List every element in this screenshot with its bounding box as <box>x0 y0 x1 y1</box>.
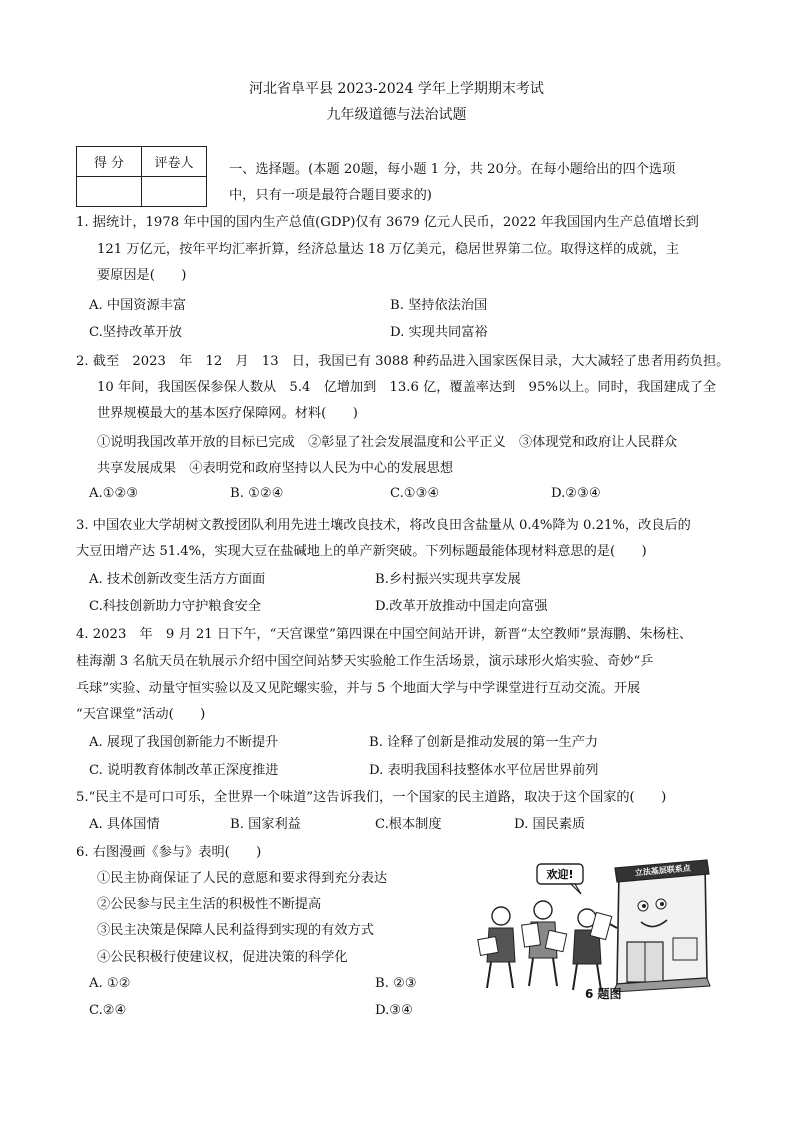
q2-line1: 2. 截至 2023 年 12 月 13 日，我国已有 3088 种药品进入国家医保目录，大大减轻了患者用药负担。 <box>76 354 730 369</box>
q1-option-d[interactable]: D. 实现共同富裕 <box>390 325 488 340</box>
participation-cartoon <box>467 858 713 998</box>
q4-line1: 4. 2023 年 9 月 21 日下午，“天宫课堂”第四课在中国空间站开讲，新晋“太空教师”景海鹏、朱杨柱、 <box>76 627 693 642</box>
score-table <box>76 146 207 207</box>
q4-line4: “天宫课堂”活动( ) <box>76 707 206 722</box>
q1-line1: 1. 据统计，1978 年中国的国内生产总值(GDP)仅有 3679 亿元人民币，2022 年我国国内生产总值增长到 <box>76 215 699 230</box>
section-instructions-line1: 一、选择题。(本题 20题，每小题 1 分，共 20分。在每小题给出的四个选项 <box>229 162 676 177</box>
q2-line4: ①说明我国改革开放的目标已完成 ②彰显了社会发展温度和公平正义 ③体现党和政府让人民群众 <box>97 435 678 450</box>
q6-option-c[interactable]: C.②④ <box>89 1003 127 1018</box>
q6-option-d[interactable]: D.③④ <box>375 1003 413 1018</box>
q6-line1: 6. 右图漫画《参与》表明( ) <box>76 845 262 860</box>
q4-option-a[interactable]: A. 展现了我国创新能力不断提升 <box>89 735 279 750</box>
q4-option-c[interactable]: C. 说明教育体制改革正深度推进 <box>89 763 279 778</box>
building-sign: 立法基层联系点 <box>634 863 692 878</box>
q2-option-d[interactable]: D.②③④ <box>551 486 601 501</box>
q6-option-a[interactable]: A. ①② <box>89 976 131 991</box>
section-instructions-line2: 中，只有一项是最符合题目要求的) <box>229 188 432 203</box>
q4-line3: 乓球”实验、动量守恒实验以及又见陀螺实验，并与 5 个地面大学与中学课堂进行互动交流。开展 <box>76 681 641 696</box>
grader-cell[interactable] <box>142 177 207 207</box>
citizen-figures <box>478 901 612 990</box>
grader-header: 评卷人 <box>142 147 207 177</box>
q2-option-c[interactable]: C.①③④ <box>390 486 440 501</box>
q1-line2: 121 万亿元，按年平均汇率折算，经济总量达 18 万亿美元，稳居世界第二位。取得这样的成就，主 <box>97 242 680 257</box>
q3-option-c[interactable]: C.科技创新助力守护粮食安全 <box>89 599 262 614</box>
q2-line2: 10 年间，我国医保参保人数从 5.4 亿增加到 13.6 亿，覆盖率达到 95%以上。同时，我国建成了全 <box>97 380 717 395</box>
q5-option-a[interactable]: A. 具体国情 <box>89 817 160 832</box>
q6-statement-4: ④公民积极行使建议权，促进决策的科学化 <box>97 950 348 965</box>
q2-line5: 共享发展成果 ④表明党和政府坚持以人民为中心的发展思想 <box>97 461 454 476</box>
q4-option-d[interactable]: D. 表明我国科技整体水平位居世界前列 <box>369 763 599 778</box>
q2-option-b[interactable]: B. ①②④ <box>230 486 284 501</box>
q6-statement-1: ①民主协商保证了人民的意愿和要求得到充分表达 <box>97 871 388 886</box>
page-subtitle: 九年级道德与法治试题 <box>326 107 467 123</box>
q6-statement-3: ③民主决策是保障人民利益得到实现的有效方式 <box>97 923 374 938</box>
q2-line3: 世界规模最大的基本医疗保障网。材料( ) <box>97 406 358 421</box>
q2-option-a[interactable]: A.①②③ <box>89 486 139 501</box>
q6-statement-2: ②公民参与民主生活的积极性不断提高 <box>97 897 322 912</box>
page-title: 河北省阜平县 2023-2024 学年上学期期末考试 <box>249 81 544 97</box>
q6-option-b[interactable]: B. ②③ <box>375 976 417 991</box>
q1-line3: 要原因是( ) <box>97 268 187 283</box>
q1-option-a[interactable]: A. 中国资源丰富 <box>89 298 187 313</box>
q5-option-b[interactable]: B. 国家利益 <box>230 817 301 832</box>
q1-option-c[interactable]: C.坚持改革开放 <box>89 325 182 340</box>
q5-option-c[interactable]: C.根本制度 <box>375 817 442 832</box>
q4-option-b[interactable]: B. 诠释了创新是推动发展的第一生产力 <box>369 735 599 750</box>
figure-caption: 6 题图 <box>585 987 622 1001</box>
q3-option-a[interactable]: A. 技术创新改变生活方方面面 <box>89 572 266 587</box>
q3-option-d[interactable]: D.改革开放推动中国走向富强 <box>375 599 548 614</box>
score-cell[interactable] <box>77 177 142 207</box>
q5-option-d[interactable]: D. 国民素质 <box>514 817 586 832</box>
q3-line1: 3. 中国农业大学胡树文教授团队利用先进土壤改良技术，将改良田含盐量从 0.4%降为 0.21%，改良后的 <box>76 518 691 533</box>
score-header: 得 分 <box>77 147 142 177</box>
q3-option-b[interactable]: B.乡村振兴实现共享发展 <box>375 572 521 587</box>
q3-line2: 大豆田增产达 51.4%，实现大豆在盐碱地上的单产新突破。下列标题最能体现材料意思的是( ) <box>76 544 647 559</box>
q4-line2: 桂海潮 3 名航天员在轨展示介绍中国空间站梦天实验舱工作生活场景，演示球形火焰实验、奇妙“乒 <box>76 654 654 669</box>
q1-option-b[interactable]: B. 坚持依法治国 <box>390 298 488 313</box>
welcome-text: 欢迎! <box>546 868 574 881</box>
q5-line1: 5.“民主不是可口可乐，全世界一个味道”这告诉我们，一个国家的民主道路，取决于这个国家的( ) <box>76 790 667 805</box>
welcome-bubble <box>537 864 583 894</box>
